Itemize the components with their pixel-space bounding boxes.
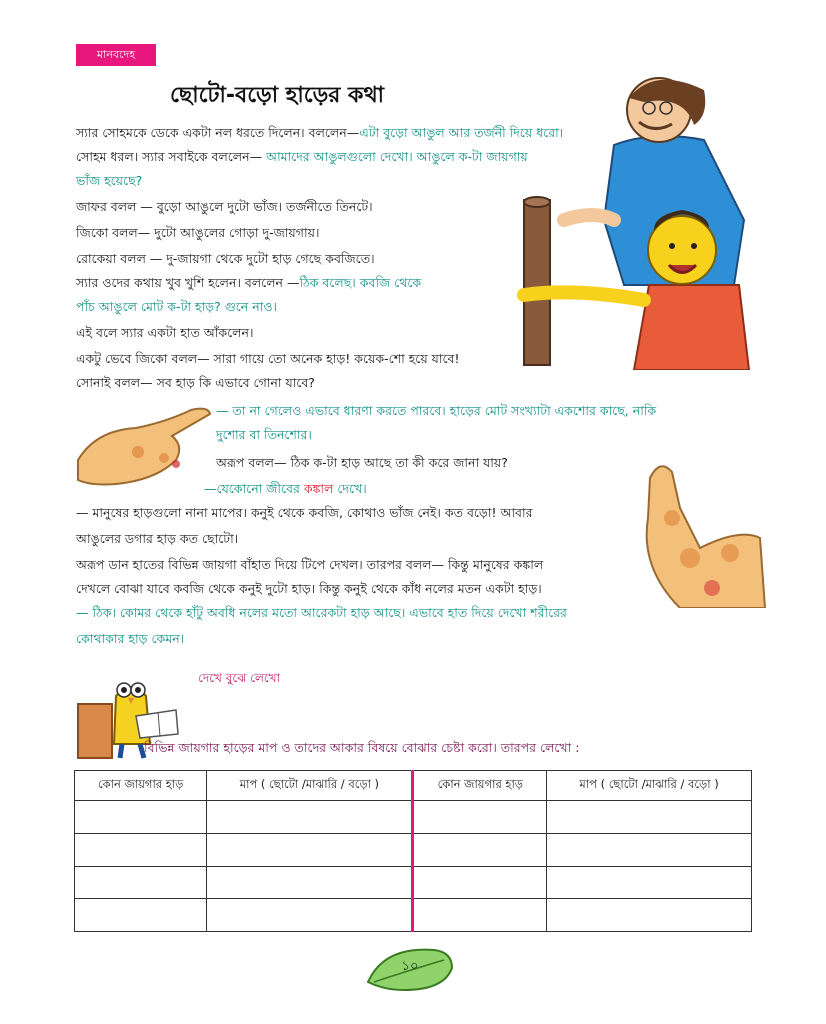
text-line — [76, 556, 543, 574]
text-line — [76, 350, 459, 368]
text-line — [76, 374, 315, 392]
flexed-arm-illustration — [620, 458, 770, 608]
text-segment: স্যার সোহমকে ডেকে একটা নল ধরতে দিলেন। বললেন— — [76, 125, 360, 140]
column-header: কোন জায়গার হাড় — [75, 771, 207, 801]
text-line — [76, 250, 375, 268]
text-segment: দুশোর বা তিনশোর। — [216, 427, 312, 442]
text-segment: জাফর বলল — বুড়ো আঙুলে দুটো ভাঁজ। তর্জনীতে তিনটে। — [76, 199, 373, 214]
table-cell[interactable] — [75, 899, 207, 932]
page-number: ১০ — [401, 959, 419, 974]
text-segment: অরূপ বলল— ঠিক ক-টা হাড় আছে তা কী করে জানা যায়? — [216, 455, 508, 470]
table-cell[interactable] — [207, 866, 413, 899]
text-segment: অরূপ ডান হাতের বিভিন্ন জায়গা বাঁহাত দিয়ে টিপে দেখল। তারপর বলল— কিন্তু মানুষের কঙ্কাল — [76, 557, 544, 572]
column-header: মাপ ( ছোটো /মাঝারি / বড়ো ) — [547, 771, 752, 801]
text-segment: দেখে। — [333, 481, 367, 496]
bone-size-table — [74, 770, 752, 932]
table-cell[interactable] — [413, 899, 547, 932]
text-segment: ভাঁজ হয়েছে? — [76, 173, 143, 188]
text-line — [76, 172, 142, 190]
text-segment: কোথাকার হাড় কেমন। — [76, 631, 185, 646]
table-cell[interactable] — [75, 801, 207, 834]
text-line — [76, 148, 528, 166]
teacher-with-student-illustration — [504, 70, 754, 370]
text-line — [76, 580, 542, 598]
text-line — [204, 480, 367, 498]
table-cell[interactable] — [547, 899, 752, 932]
text-segment: এই বলে স্যার একটা হাত আঁকলেন। — [76, 325, 254, 340]
text-segment: — মানুষের হাড়গুলো নানা মাপের। কনুই থেকে কবজি, কোথাও ভাঁজ নেই। কত বড়ো! আবার — [76, 505, 533, 520]
text-segment: এটা বুড়ো আঙুল আর তর্জনী দিয়ে ধরো। — [359, 125, 564, 140]
text-segment: জিকো বলল— দুটো আঙুলের গোড়া দু-জায়গায়। — [76, 225, 320, 240]
page-title: ছোটো-বড়ো হাড়ের কথা — [170, 83, 385, 108]
table-cell[interactable] — [75, 866, 207, 899]
table-cell[interactable] — [413, 801, 547, 834]
pointing-hand-illustration — [76, 400, 216, 490]
text-line — [76, 274, 421, 292]
text-segment: — তা না গেলেও এভাবে ধারণা করতে পারবে। হাড়ের মোট সংখ্যাটা একশোর কাছে, নাকি — [216, 403, 657, 418]
text-line — [76, 224, 319, 242]
table-cell[interactable] — [207, 801, 413, 834]
text-line — [216, 454, 508, 472]
text-line — [76, 530, 238, 548]
table-cell[interactable] — [207, 833, 413, 866]
text-segment: সোহম ধরল। স্যার সবাইকে বললেন— — [76, 149, 267, 164]
table-row — [75, 866, 752, 899]
column-header: মাপ ( ছোটো /মাঝারি / বড়ো ) — [207, 771, 413, 801]
text-line — [76, 298, 277, 316]
text-segment: আমাদের আঙুলগুলো দেখো। আঙুলে ক-টা জায়গায় — [266, 149, 528, 164]
table-row — [75, 899, 752, 932]
text-segment: পাঁচ আঙুলে মোট ক-টা হাড়? গুনে নাও। — [76, 299, 277, 314]
table-header-row — [75, 771, 752, 801]
table-cell[interactable] — [547, 801, 752, 834]
text-line — [76, 504, 533, 522]
text-segment: আঙুলের ডগার হাড় কত ছোটো। — [76, 531, 239, 546]
table-cell[interactable] — [75, 833, 207, 866]
text-segment: একটু ভেবে জিকো বলল— সারা গায়ে তো অনেক হাড়! কয়েক-শো হয়ে যাবে! — [76, 351, 460, 366]
write-prompt: দেখে বুঝে লেখো — [198, 671, 281, 685]
activity-instruction: বিভিন্ন জায়গার হাড়ের মাপ ও তাদের আকার বিষয়ে বোঝার চেষ্টা করো। তারপর লেখো : — [144, 740, 580, 755]
column-header: কোন জায়গার হাড় — [413, 771, 547, 801]
text-line — [76, 198, 373, 216]
text-segment: ঠিক বলেছ। কবজি থেকে — [299, 275, 422, 290]
text-line — [76, 604, 567, 622]
table-cell[interactable] — [413, 833, 547, 866]
text-line — [216, 402, 656, 420]
table-row — [75, 833, 752, 866]
text-segment: রোকেয়া বলল — দু-জায়গা থেকে দুটো হাড় গেছে কবজিতে। — [76, 251, 375, 266]
text-line — [76, 630, 184, 648]
text-segment: — ঠিক। কোমর থেকে হাঁটু অবধি নলের মতো আরেকটা হাড় আছে। এভাবে হাত দিয়ে দেখো শরীরের — [76, 605, 567, 620]
text-line — [76, 124, 563, 142]
text-segment: সোনাই বলল— সব হাড় কি এভাবে গোনা যাবে? — [76, 375, 315, 390]
text-line — [216, 426, 312, 444]
table-cell[interactable] — [547, 833, 752, 866]
table-cell[interactable] — [547, 866, 752, 899]
table-cell[interactable] — [207, 899, 413, 932]
text-segment: দেখলে বোঝা যাবে কবজি থেকে কনুই দুটো হাড়। কিন্তু কনুই থেকে কাঁধ নলের মতন একটা হাড়। — [76, 581, 542, 596]
text-segment: স্যার ওদের কথায় খুব খুশি হলেন। বললেন — — [76, 275, 300, 290]
text-segment: কঙ্কাল — [303, 481, 334, 496]
table-row — [75, 801, 752, 834]
table-cell[interactable] — [413, 866, 547, 899]
section-tag: মানবদেহ — [76, 44, 156, 66]
text-segment: —যেকোনো জীবের — [204, 481, 304, 496]
text-line — [76, 324, 253, 342]
